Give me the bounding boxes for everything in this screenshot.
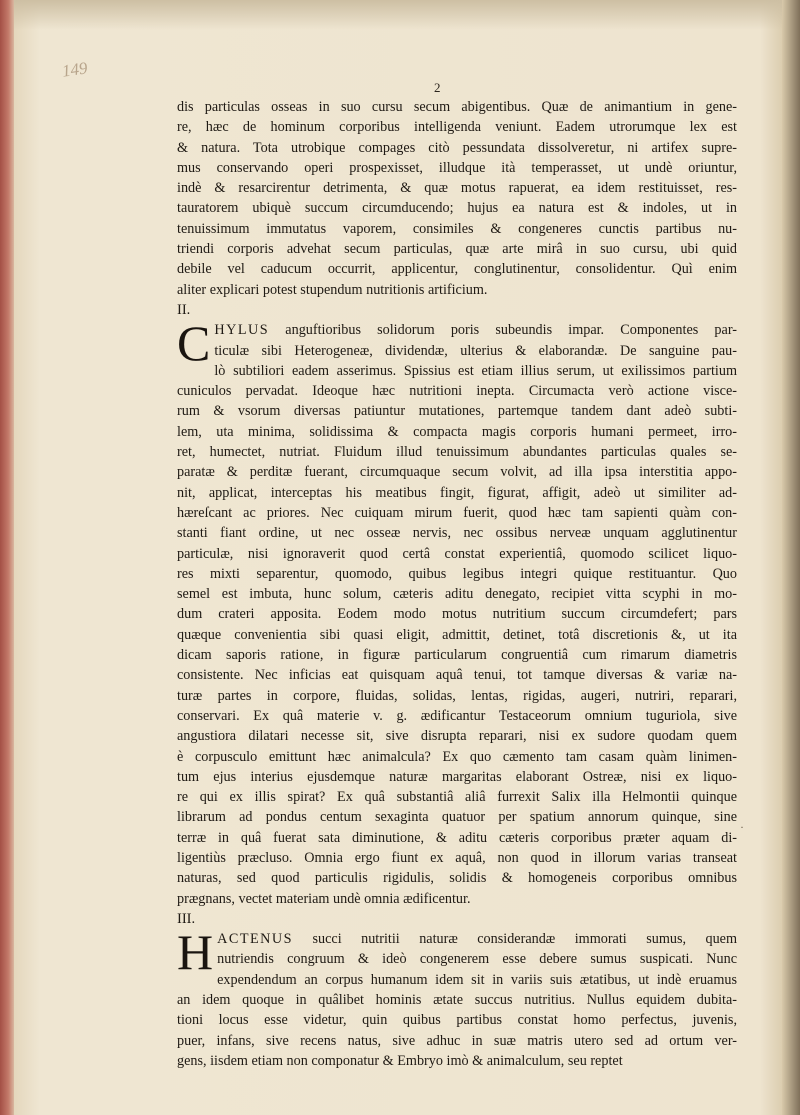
text-line: quæque convenientia sibi quasi eligit, admittit, detinet, totâ discretionis &, ut ita	[177, 626, 737, 643]
text-line: angustiora dilatari necesse sit, sive disrupta reparari, nisi ex sudore quodam quem	[177, 728, 737, 745]
text-line: turæ partes in corpore, fluidas, solidas, lentas, rigidas, augeri, nutriri, reparari,	[177, 687, 737, 704]
text-line: lem, uta minima, solidissima & compacta magis corporis humani permeet, irro-	[177, 423, 737, 440]
text-line: consistente. Nec inficias eat quisquam aquâ tenui, tot tamque diversas & variæ na-	[177, 667, 737, 684]
lead-word: HYLUS	[214, 322, 270, 339]
text-line: expendendum an corpus humanum idem sit in variis suis ætatibus, ut indè eruamus	[217, 971, 737, 988]
text-line: librarum ad pondus centum sexaginta quatuor per spatium annorum quinque, sine	[177, 809, 737, 826]
binding-edge	[0, 0, 14, 1115]
text-line: particulæ, nisi ignoraverit quod certâ constat experientiâ, quomodo scilicet liquo-	[177, 545, 737, 562]
text-line: tenuissimum immutatus vaporem, consimiles & congeneres cunctis partibus nu-	[177, 220, 737, 237]
text-line: ticulæ sibi Heterogeneæ, dividendæ, ulterius & elaborandæ. De sanguine pau-	[214, 342, 737, 359]
text-line: ret, humectet, nutriat. Fluidum illud tenuissimum abundantes particulas quales se-	[177, 444, 737, 461]
text-line: semel est imbuta, hunc solum, cæteris aditu denegato, recipiet vitta scyphi in mo-	[177, 586, 737, 603]
text-line: ligentiùs præcluso. Omnia ergo fiunt ex aquâ, non quod in illorum varias transeat	[177, 849, 737, 866]
text-line: re qui ex illis spirat? Ex quâ substantiâ aliâ furrexit Salix illa Helmontii quinque	[177, 789, 737, 806]
text-line	[177, 320, 737, 340]
drop-cap: C	[177, 315, 211, 372]
lead-word: ACTENUS	[217, 931, 294, 948]
page-number: 2	[434, 80, 441, 95]
text-line: tum ejus interius ejusdemque naturæ margaritas elaborant Ostreæ, nisi ex liquo-	[177, 768, 737, 785]
text-line: aliter explicari potest stupendum nutritionis artificium.	[177, 281, 488, 298]
text-line: debile vel caducum occurrit, applicentur, conglutinentur, consolidentur. Quì enim	[177, 261, 737, 278]
page-top-shadow	[0, 0, 800, 30]
text-line: naturas, sed quod particulis rigidulis, solidis & homogeneis corporibus omnibus	[177, 870, 737, 887]
marginal-note: 149	[60, 58, 89, 81]
text-line: lò subtiliori eadem asserimus. Spissius est etiam illius serum, ut exilissimos partium	[214, 362, 737, 379]
text-line: indè & resarcirentur detrimenta, & quæ motus rapuerat, ea idem restituisset, res-	[177, 180, 737, 197]
section-numeral: III.	[177, 910, 196, 927]
text-line: conservari. Ex quâ materie v. g. ædificantur Testaceorum omnium tuguriola, sive	[177, 707, 737, 724]
text-line: è corpusculo emittunt hæc animalcula? Ex quo cæmento tam casam quàm linimen-	[177, 748, 737, 765]
text-line: tioni locus esse videtur, quin quibus partibus constat homo perfectus, juvenis,	[177, 1012, 737, 1029]
text-line: dis particulas osseas in suo cursu secum abigentibus. Quæ de animantium in gene-	[177, 99, 737, 115]
text-line: terræ in quâ fuerat sata diminutione, & aditu cæteris corporibus præter aquam di-	[177, 829, 737, 846]
text-line: tauratorem ubiquè succum circumducendo; hujus ea natura est & indoles, ut in	[177, 200, 737, 217]
text-line: nutriendis congruum & ideò congenerem esse debere sumus suspicati. Nunc	[217, 951, 737, 968]
text-line: nit, applicat, interceptas his meatibus fingit, figurat, affigit, adeò ut similiter ad-	[177, 484, 737, 501]
text-line	[177, 929, 737, 949]
text-line: gens, iisdem etiam non componatur & Embryo imò & animalculum, seu reptet	[177, 1052, 623, 1069]
text-line: prægnans, vectet materiam undè omnia ædificentur.	[177, 890, 471, 907]
facing-page-edge	[782, 0, 800, 1115]
text-line-rest: anguftioribus solidorum poris subeundis impar. Componentes par-	[269, 322, 737, 339]
text-line: paratæ & perditæ fuerant, circumquaque secum volvit, ad illa ipsa interstitia appo-	[177, 464, 737, 481]
text-line-rest: succi nutritii naturæ considerandæ immorati sumus, quem	[293, 931, 737, 948]
margin-mark: ·	[740, 820, 744, 834]
section-iii	[177, 909, 737, 1071]
text-line: puer, infans, sive recens natus, sive adhuc in suæ matris utero sed ad ortum ver-	[177, 1032, 737, 1049]
text-line: dum crateri apposita. Eodem modo motus nutritium succum circumdefert; pars	[177, 606, 737, 623]
text-line: an idem quoque in quâlibet hominis ætate succus nutritius. Nullus equidem dubita-	[177, 992, 737, 1009]
text-line: & natura. Tota utrobique compages citò pessundata dissolveretur, ni artifex supre-	[177, 139, 737, 156]
section-continuation	[177, 97, 737, 300]
text-line: rum & vsorum diversas patiuntur mutationes, partemque tandem dant adeò subti-	[177, 403, 737, 420]
body-text	[177, 97, 737, 1071]
text-line: res mixti separentur, quomodo, quibus legibus integri quique restituantur. Quo	[177, 565, 737, 582]
drop-cap: H	[177, 924, 214, 981]
text-line: re, hæc de hominum corporibus intelligenda veniunt. Eadem utrorumque lex est	[177, 119, 737, 136]
text-line: stanti fiant ordine, ut nec osseæ nervis, nec ossibus nerveæ unquam agglutinentur	[177, 525, 737, 542]
text-line: hæreſcant ac priores. Nec cuiquam mirum fuerit, quod hæc tam sapienti quàm con-	[177, 504, 737, 521]
text-line: triendi corporis advehat secum particulas, quæ arte mirâ in suo cursu, ubi quid	[177, 241, 737, 258]
section-numeral: II.	[177, 301, 191, 318]
text-line: mus conservando operi prospexisset, illudque ità temperasset, ut undè oriuntur,	[177, 159, 737, 176]
section-ii	[177, 300, 737, 909]
text-line: cuniculos pervadat. Ideoque hæc nutritioni inepta. Circumacta verò actione visce-	[177, 383, 737, 400]
text-line: dicam saporis ratione, in figuræ particularum congruentiâ cum rimarum diametris	[177, 647, 737, 664]
